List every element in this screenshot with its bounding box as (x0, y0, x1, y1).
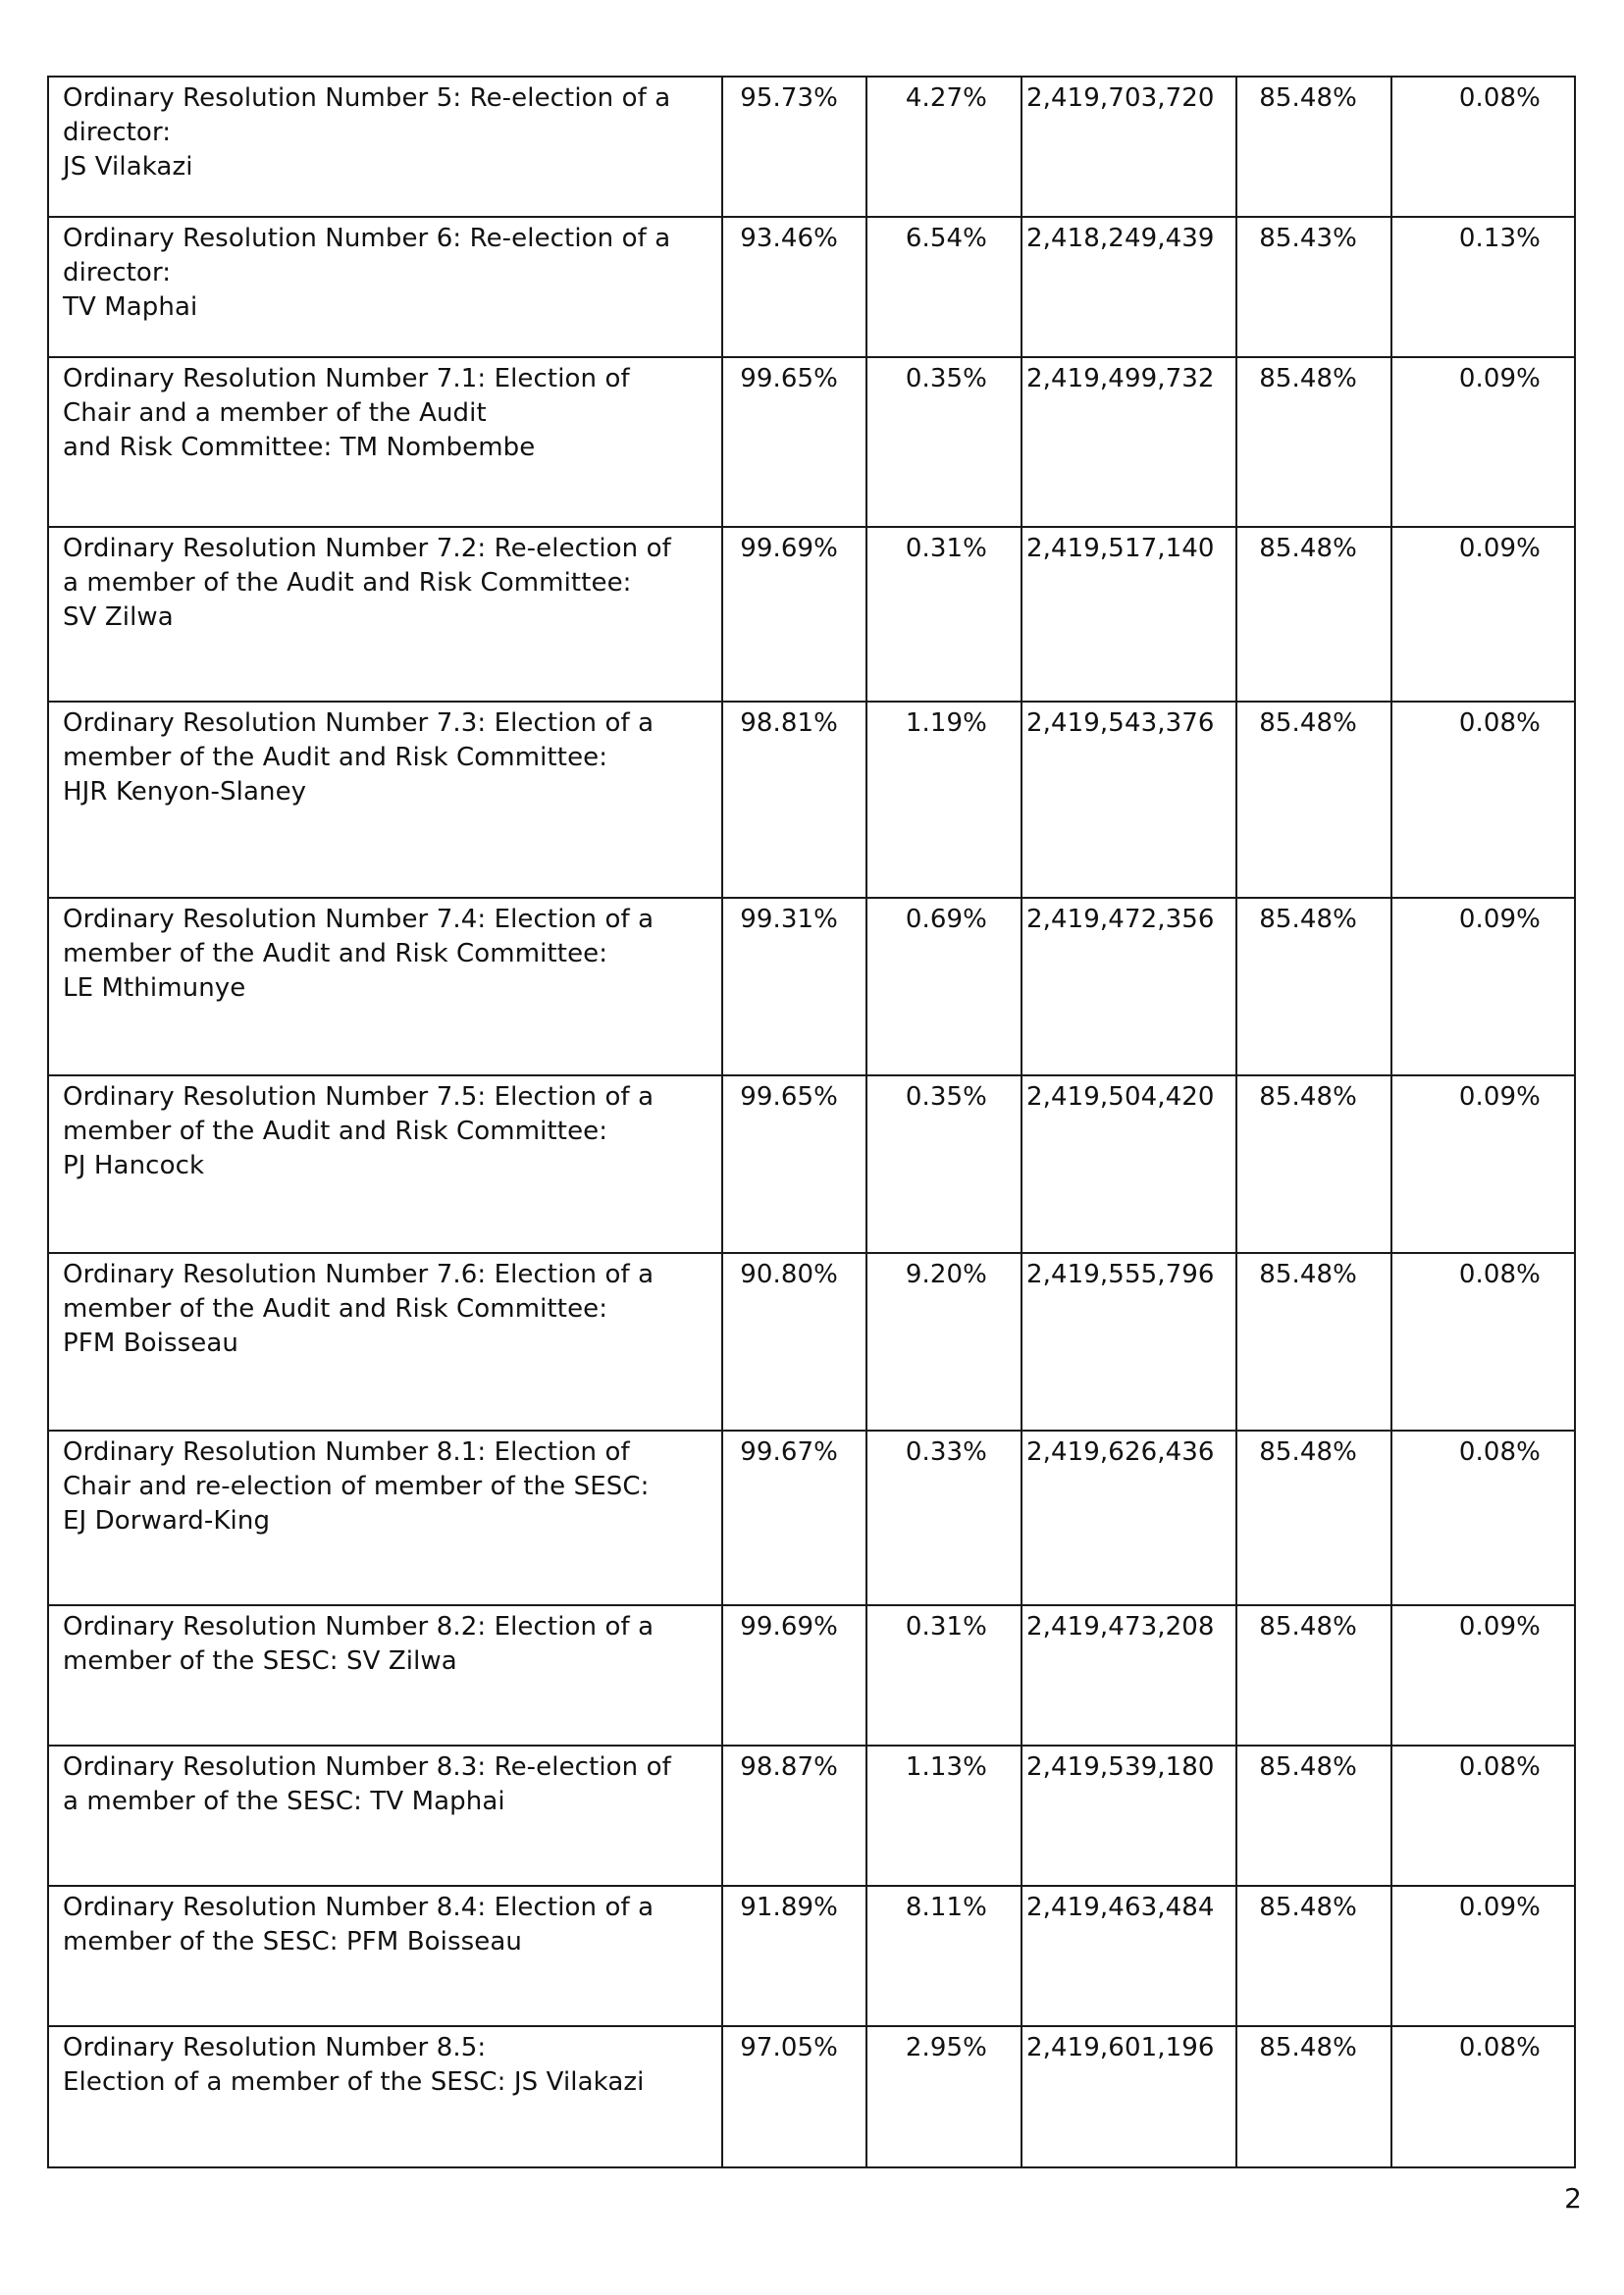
votes-for-cell-value: 90.80% (740, 1260, 838, 1289)
shares-voted-percent-cell-value: 85.48% (1259, 83, 1357, 113)
abstained-cell (1391, 77, 1575, 217)
shares-voted-percent-cell-value: 85.48% (1259, 905, 1357, 934)
votes-for-cell-value: 97.05% (740, 2033, 838, 2062)
votes-against-cell-value: 0.33% (905, 1437, 987, 1467)
votes-against-cell-value: 0.31% (905, 534, 987, 563)
abstained-cell-value: 0.08% (1458, 1752, 1541, 1782)
shares-voted-cell-value: 2,419,543,376 (1026, 708, 1215, 738)
shares-voted-cell-value: 2,419,463,484 (1026, 1893, 1215, 1922)
resolution-cell (48, 1075, 722, 1253)
votes-for-cell-value: 95.73% (740, 83, 838, 113)
resolution-cell (48, 2026, 722, 2167)
abstained-cell-value: 0.09% (1458, 1082, 1541, 1112)
shares-voted-cell-value: 2,419,703,720 (1026, 83, 1215, 113)
shares-voted-percent-cell (1236, 1605, 1391, 1746)
votes-against-cell-value: 0.31% (905, 1612, 987, 1642)
votes-against-cell-value: 0.69% (905, 905, 987, 934)
shares-voted-cell-value: 2,419,601,196 (1026, 2033, 1215, 2062)
votes-for-cell-value: 99.67% (740, 1437, 838, 1467)
shares-voted-cell (1022, 1253, 1236, 1431)
votes-for-cell (722, 1605, 866, 1746)
votes-against-cell-value: 4.27% (905, 83, 987, 113)
votes-against-cell (866, 77, 1022, 217)
shares-voted-percent-cell-value: 85.48% (1259, 1612, 1357, 1642)
votes-for-cell (722, 1253, 866, 1431)
resolution-text: Ordinary Resolution Number 8.5: Election of a member of the SESC: JS Vilakazi (63, 2033, 645, 2097)
abstained-cell (1391, 357, 1575, 527)
abstained-cell-value: 0.08% (1458, 708, 1541, 738)
votes-for-cell-value: 99.65% (740, 1082, 838, 1112)
votes-against-cell-value: 0.35% (905, 1082, 987, 1112)
abstained-cell (1391, 217, 1575, 357)
shares-voted-cell-value: 2,419,504,420 (1026, 1082, 1215, 1112)
table-row (48, 357, 1575, 527)
abstained-cell (1391, 898, 1575, 1075)
resolution-cell (48, 898, 722, 1075)
shares-voted-percent-cell (1236, 1746, 1391, 1886)
abstained-cell (1391, 2026, 1575, 2167)
votes-against-cell (866, 357, 1022, 527)
shares-voted-cell (1022, 77, 1236, 217)
votes-against-cell-value: 1.13% (905, 1752, 987, 1782)
shares-voted-percent-cell (1236, 898, 1391, 1075)
shares-voted-cell-value: 2,419,517,140 (1026, 534, 1215, 563)
votes-against-cell (866, 527, 1022, 702)
resolution-cell (48, 702, 722, 898)
votes-against-cell-value: 0.35% (905, 364, 987, 393)
votes-for-cell (722, 1886, 866, 2026)
abstained-cell-value: 0.13% (1458, 224, 1541, 253)
votes-for-cell-value: 99.65% (740, 364, 838, 393)
shares-voted-cell-value: 2,419,555,796 (1026, 1260, 1215, 1289)
votes-for-cell (722, 1431, 866, 1605)
shares-voted-cell (1022, 702, 1236, 898)
resolution-cell (48, 217, 722, 357)
table-row (48, 1431, 1575, 1605)
abstained-cell-value: 0.08% (1458, 2033, 1541, 2062)
shares-voted-cell (1022, 1431, 1236, 1605)
abstained-cell (1391, 1886, 1575, 2026)
votes-against-cell-value: 9.20% (905, 1260, 987, 1289)
abstained-cell-value: 0.09% (1458, 364, 1541, 393)
abstained-cell-value: 0.08% (1458, 1437, 1541, 1467)
resolution-cell (48, 1431, 722, 1605)
voting-results-table (47, 76, 1576, 2168)
shares-voted-cell (1022, 217, 1236, 357)
abstained-cell-value: 0.09% (1458, 534, 1541, 563)
votes-for-cell-value: 98.81% (740, 708, 838, 738)
table-row (48, 1746, 1575, 1886)
shares-voted-cell (1022, 1075, 1236, 1253)
votes-for-cell (722, 1746, 866, 1886)
votes-for-cell (722, 527, 866, 702)
shares-voted-percent-cell (1236, 217, 1391, 357)
resolution-text: Ordinary Resolution Number 7.1: Election of Chair and a member of the Audit and Risk Committee: TM Nombembe (63, 364, 630, 462)
voting-results-body (48, 77, 1575, 2167)
abstained-cell (1391, 1431, 1575, 1605)
resolution-cell (48, 1605, 722, 1746)
votes-against-cell-value: 6.54% (905, 224, 987, 253)
votes-against-cell (866, 1075, 1022, 1253)
shares-voted-percent-cell-value: 85.48% (1259, 534, 1357, 563)
shares-voted-percent-cell (1236, 702, 1391, 898)
abstained-cell (1391, 1075, 1575, 1253)
resolution-cell (48, 1746, 722, 1886)
shares-voted-percent-cell-value: 85.48% (1259, 1260, 1357, 1289)
shares-voted-percent-cell-value: 85.48% (1259, 1893, 1357, 1922)
votes-against-cell-value: 1.19% (905, 708, 987, 738)
resolution-text: Ordinary Resolution Number 7.3: Election of a member of the Audit and Risk Committee: HJR Kenyon-Slaney (63, 708, 655, 807)
shares-voted-percent-cell (1236, 1075, 1391, 1253)
votes-against-cell (866, 702, 1022, 898)
votes-against-cell (866, 898, 1022, 1075)
votes-for-cell (722, 702, 866, 898)
votes-for-cell (722, 77, 866, 217)
resolution-cell (48, 77, 722, 217)
shares-voted-percent-cell-value: 85.48% (1259, 1437, 1357, 1467)
table-row (48, 1886, 1575, 2026)
votes-for-cell-value: 99.69% (740, 1612, 838, 1642)
table-row (48, 898, 1575, 1075)
abstained-cell (1391, 1746, 1575, 1886)
resolution-text: Ordinary Resolution Number 5: Re-election of a director: JS Vilakazi (63, 83, 671, 182)
votes-against-cell (866, 1746, 1022, 1886)
shares-voted-percent-cell (1236, 1886, 1391, 2026)
shares-voted-percent-cell-value: 85.48% (1259, 708, 1357, 738)
shares-voted-cell-value: 2,419,473,208 (1026, 1612, 1215, 1642)
abstained-cell (1391, 1253, 1575, 1431)
votes-against-cell-value: 8.11% (905, 1893, 987, 1922)
votes-against-cell (866, 1605, 1022, 1746)
abstained-cell (1391, 1605, 1575, 1746)
resolution-text: Ordinary Resolution Number 8.4: Election of a member of the SESC: PFM Boisseau (63, 1893, 655, 1956)
resolution-cell (48, 527, 722, 702)
table-row (48, 1253, 1575, 1431)
resolution-text: Ordinary Resolution Number 8.1: Election of Chair and re-election of member of the SESC: EJ Dorward-King (63, 1437, 650, 1536)
page-number: 2 (1564, 2182, 1582, 2215)
table-row (48, 217, 1575, 357)
votes-against-cell (866, 1886, 1022, 2026)
shares-voted-percent-cell-value: 85.43% (1259, 224, 1357, 253)
shares-voted-cell-value: 2,419,499,732 (1026, 364, 1215, 393)
abstained-cell (1391, 702, 1575, 898)
resolution-text: Ordinary Resolution Number 6: Re-election of a director: TV Maphai (63, 224, 671, 322)
votes-for-cell (722, 898, 866, 1075)
shares-voted-percent-cell (1236, 527, 1391, 702)
votes-for-cell-value: 91.89% (740, 1893, 838, 1922)
votes-against-cell-value: 2.95% (905, 2033, 987, 2062)
abstained-cell-value: 0.09% (1458, 1893, 1541, 1922)
resolution-text: Ordinary Resolution Number 7.5: Election of a member of the Audit and Risk Committee: PJ Hancock (63, 1082, 655, 1180)
table-row (48, 77, 1575, 217)
resolution-text: Ordinary Resolution Number 7.2: Re-election of a member of the Audit and Risk Committee: SV Zilwa (63, 534, 671, 632)
votes-against-cell (866, 217, 1022, 357)
shares-voted-cell (1022, 1746, 1236, 1886)
table-row (48, 1605, 1575, 1746)
resolution-text: Ordinary Resolution Number 8.2: Election of a member of the SESC: SV Zilwa (63, 1612, 655, 1676)
shares-voted-percent-cell (1236, 357, 1391, 527)
abstained-cell-value: 0.08% (1458, 83, 1541, 113)
resolution-cell (48, 357, 722, 527)
shares-voted-cell-value: 2,419,539,180 (1026, 1752, 1215, 1782)
shares-voted-percent-cell (1236, 1431, 1391, 1605)
votes-for-cell-value: 99.31% (740, 905, 838, 934)
votes-for-cell-value: 99.69% (740, 534, 838, 563)
shares-voted-percent-cell-value: 85.48% (1259, 2033, 1357, 2062)
votes-against-cell (866, 1431, 1022, 1605)
shares-voted-cell-value: 2,419,472,356 (1026, 905, 1215, 934)
shares-voted-cell (1022, 898, 1236, 1075)
votes-for-cell (722, 2026, 866, 2167)
shares-voted-percent-cell-value: 85.48% (1259, 1752, 1357, 1782)
votes-against-cell (866, 2026, 1022, 2167)
shares-voted-cell (1022, 357, 1236, 527)
shares-voted-cell-value: 2,418,249,439 (1026, 224, 1215, 253)
shares-voted-cell-value: 2,419,626,436 (1026, 1437, 1215, 1467)
abstained-cell-value: 0.09% (1458, 905, 1541, 934)
table-row (48, 1075, 1575, 1253)
votes-against-cell (866, 1253, 1022, 1431)
shares-voted-cell (1022, 1886, 1236, 2026)
resolution-cell (48, 1886, 722, 2026)
abstained-cell (1391, 527, 1575, 702)
shares-voted-percent-cell-value: 85.48% (1259, 364, 1357, 393)
table-row (48, 702, 1575, 898)
resolution-text: Ordinary Resolution Number 7.4: Election of a member of the Audit and Risk Committee: LE Mthimunye (63, 905, 655, 1003)
abstained-cell-value: 0.08% (1458, 1260, 1541, 1289)
table-row (48, 2026, 1575, 2167)
shares-voted-percent-cell (1236, 2026, 1391, 2167)
resolution-text: Ordinary Resolution Number 8.3: Re-election of a member of the SESC: TV Maphai (63, 1752, 671, 1816)
shares-voted-cell (1022, 1605, 1236, 1746)
votes-for-cell-value: 98.87% (740, 1752, 838, 1782)
votes-for-cell (722, 217, 866, 357)
votes-for-cell (722, 357, 866, 527)
votes-for-cell (722, 1075, 866, 1253)
shares-voted-percent-cell (1236, 1253, 1391, 1431)
resolution-cell (48, 1253, 722, 1431)
shares-voted-cell (1022, 527, 1236, 702)
shares-voted-percent-cell (1236, 77, 1391, 217)
resolution-text: Ordinary Resolution Number 7.6: Election of a member of the Audit and Risk Committee: PFM Boisseau (63, 1260, 655, 1358)
shares-voted-percent-cell-value: 85.48% (1259, 1082, 1357, 1112)
shares-voted-cell (1022, 2026, 1236, 2167)
abstained-cell-value: 0.09% (1458, 1612, 1541, 1642)
table-row (48, 527, 1575, 702)
votes-for-cell-value: 93.46% (740, 224, 838, 253)
